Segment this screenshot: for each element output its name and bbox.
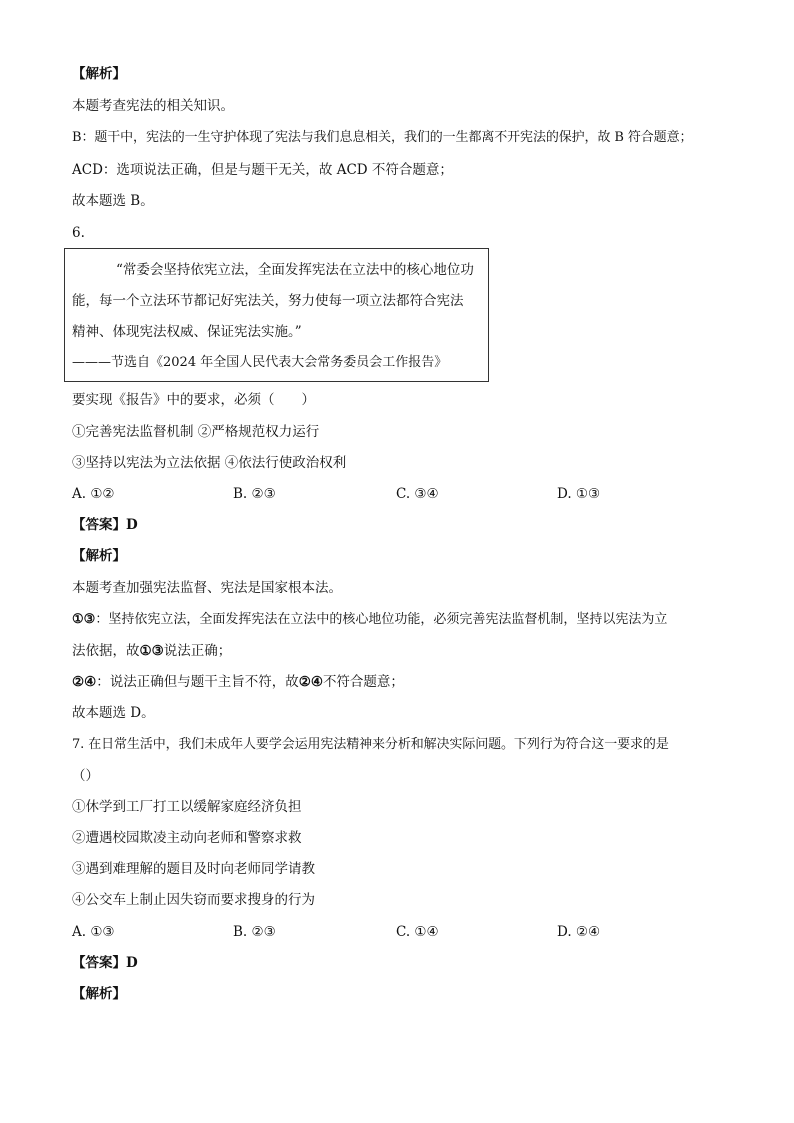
q7-stem-line1: 7. 在日常生活中，我们未成年人要学会运用宪法精神来分析和解决实际问题。下列行为符合这一要求的是 xyxy=(72,737,669,752)
q6-analysis-13 xyxy=(72,610,667,630)
q5-conclusion: 故本题选 B。 xyxy=(72,193,154,209)
q7-stem-line2: （） xyxy=(72,768,99,784)
q7-option-a: A. ①③ xyxy=(72,924,115,940)
q6-conclusion: 故本题选 D。 xyxy=(72,705,155,721)
q6-quote-line1: “常委会坚持依宪立法，全面发挥宪法在立法中的核心地位功 xyxy=(116,262,474,278)
q6-quote-line3: 精神、体现宪法权威、保证宪法实施。” xyxy=(72,324,302,340)
q6-items-line2: ③坚持以宪法为立法依据 ④依法行使政治权利 xyxy=(72,455,347,471)
q6-analysis-24-text-c: 不符合题意； xyxy=(322,674,404,690)
q6-option-a: A. ①② xyxy=(72,486,115,502)
q6-option-d: D. ①③ xyxy=(557,486,601,502)
q6-analysis-24-text-a: ：说法正确但与题干主旨不符，故 xyxy=(96,674,299,690)
q5-analysis-label: 【解析】 xyxy=(72,66,126,82)
q7-analysis-label: 【解析】 xyxy=(72,986,126,1002)
q7-option-b: B. ②③ xyxy=(233,924,276,940)
q7-item2: ②遭遇校园欺凌主动向老师和警察求救 xyxy=(72,830,302,846)
q6-analysis-13-cont-b: ①③ xyxy=(139,643,164,659)
q6-items-line1: ①完善宪法监督机制 ②严格规范权力运行 xyxy=(72,424,320,440)
q6-option-c: C. ③④ xyxy=(396,486,439,502)
q7-option-c: C. ①④ xyxy=(396,924,439,940)
q5-analysis-topic: 本题考查宪法的相关知识。 xyxy=(72,98,234,114)
q6-analysis-13-cont-c: 说法正确； xyxy=(163,643,232,659)
q6-number: 6. xyxy=(72,225,85,241)
q7-item1: ①休学到工厂打工以缓解家庭经济负担 xyxy=(72,799,302,815)
q6-analysis-13-cont-a: 法依据，故 xyxy=(72,643,140,659)
q6-analysis-24 xyxy=(72,672,404,692)
q6-quote-source: ———节选自《2024 年全国人民代表大会常务委员会工作报告》 xyxy=(72,355,448,370)
q6-analysis-24-text-b: ②④ xyxy=(298,674,323,690)
q6-option-b: B. ②③ xyxy=(233,486,276,502)
q6-quote-line2: 能，每一个立法环节都记好宪法关，努力使每一项立法都符合宪法 xyxy=(72,293,464,309)
q5-analysis-b: B：题干中，宪法的一生守护体现了宪法与我们息息相关，我们的一生都离不开宪法的保护，故 B 符合题意； xyxy=(72,130,693,145)
q6-analysis-label: 【解析】 xyxy=(72,548,126,564)
q6-answer: 【答案】D xyxy=(72,517,138,533)
q7-answer: 【答案】D xyxy=(72,955,138,971)
q6-analysis-24-prefix: ②④ xyxy=(72,674,97,690)
q5-analysis-acd: ACD：选项说法正确，但是与题干无关，故 ACD 不符合题意； xyxy=(72,162,453,178)
q6-analysis-topic: 本题考查加强宪法监督、宪法是国家根本法。 xyxy=(72,580,342,596)
q7-item3: ③遇到难理解的题目及时向老师同学请教 xyxy=(72,861,315,877)
q6-quote-box xyxy=(64,248,489,382)
q6-analysis-13-cont xyxy=(72,641,231,661)
q7-item4: ④公交车上制止因失窃而要求搜身的行为 xyxy=(72,892,315,908)
q6-stem: 要实现《报告》中的要求，必须（ ） xyxy=(72,392,315,408)
q6-analysis-13-prefix: ①③ xyxy=(72,612,96,627)
q6-analysis-13-text: ：坚持依宪立法，全面发挥宪法在立法中的核心地位功能，必须完善宪法监督机制，坚持以宪法为立 xyxy=(95,612,668,627)
q7-option-d: D. ②④ xyxy=(557,924,601,940)
